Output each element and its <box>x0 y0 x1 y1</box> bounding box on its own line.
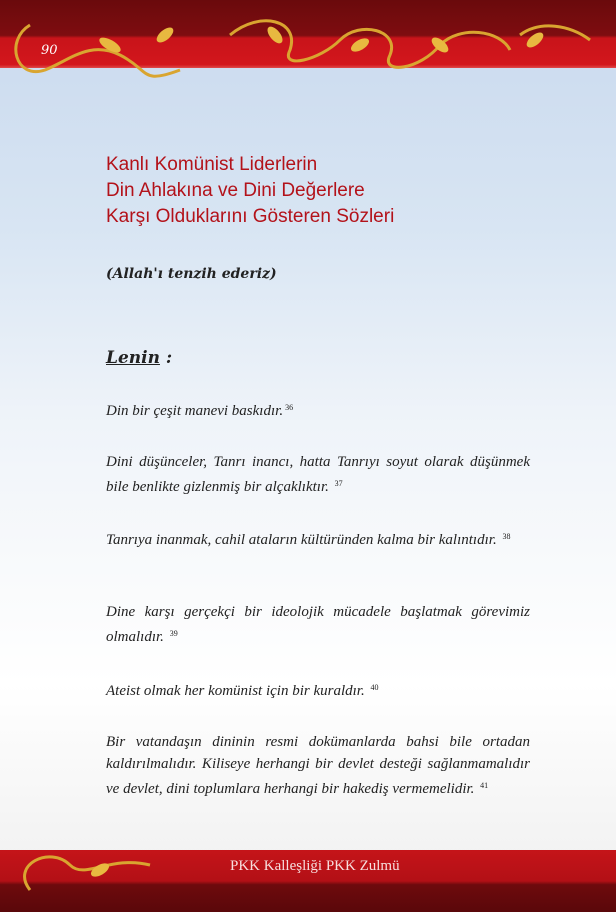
footer-title: PKK Kalleşliği PKK Zulmü <box>230 858 400 874</box>
speaker-name: Lenin <box>106 348 160 368</box>
page-number: 90 <box>41 43 58 58</box>
footnote-ref: 39 <box>169 629 178 638</box>
footnote-ref: 37 <box>334 479 343 488</box>
quote <box>106 601 530 648</box>
quote <box>106 397 530 422</box>
title-line: Din Ahlakına ve Dini Değerlere <box>106 180 365 201</box>
quote-text: Dine karşı gerçekçi bir ideolojik mücadele başlatmak görevimiz olmalıdır. <box>106 604 530 645</box>
quote <box>106 451 530 498</box>
speaker-suffix: : <box>159 348 173 368</box>
quote-text: Bir vatandaşın dininin resmi dokümanlarda bahsi bile ortadan kaldırılmalıdır. Kiliseye herhangi bir devlet desteği sağlanmamalıdır ve devlet, dini toplumlara herhangi bir hakediş vermemelidir. <box>106 734 530 797</box>
footnote-ref: 41 <box>480 781 489 790</box>
page-title <box>106 152 394 230</box>
gold-ornament-icon <box>0 0 616 90</box>
title-line: Kanlı Komünist Liderlerin <box>106 154 318 175</box>
title-line: Karşı Olduklarını Gösteren Sözleri <box>106 206 395 227</box>
speaker-heading <box>106 348 172 368</box>
quote-text: Tanrıya inanmak, cahil ataların kültüründen kalma bir kalıntıdır. <box>106 532 497 548</box>
quote-text: Ateist olmak her komünist için bir kuraldır. <box>106 683 365 699</box>
subtitle: (Allah'ı tenzih ederiz) <box>106 266 277 282</box>
quote <box>106 677 530 702</box>
quote-text: Dini düşünceler, Tanrı inancı, hatta Tanrıyı soyut olarak düşünmek bile benlikte gizlenmiş bir alçaklıktır. <box>106 454 530 495</box>
footnote-ref: 38 <box>502 532 511 541</box>
quote <box>106 731 530 800</box>
footnote-ref: 40 <box>370 683 379 692</box>
footer-banner <box>0 850 616 912</box>
quote <box>106 526 530 551</box>
quote-text: Din bir çeşit manevi baskıdır. <box>106 403 284 419</box>
footnote-ref: 36 <box>285 403 294 412</box>
